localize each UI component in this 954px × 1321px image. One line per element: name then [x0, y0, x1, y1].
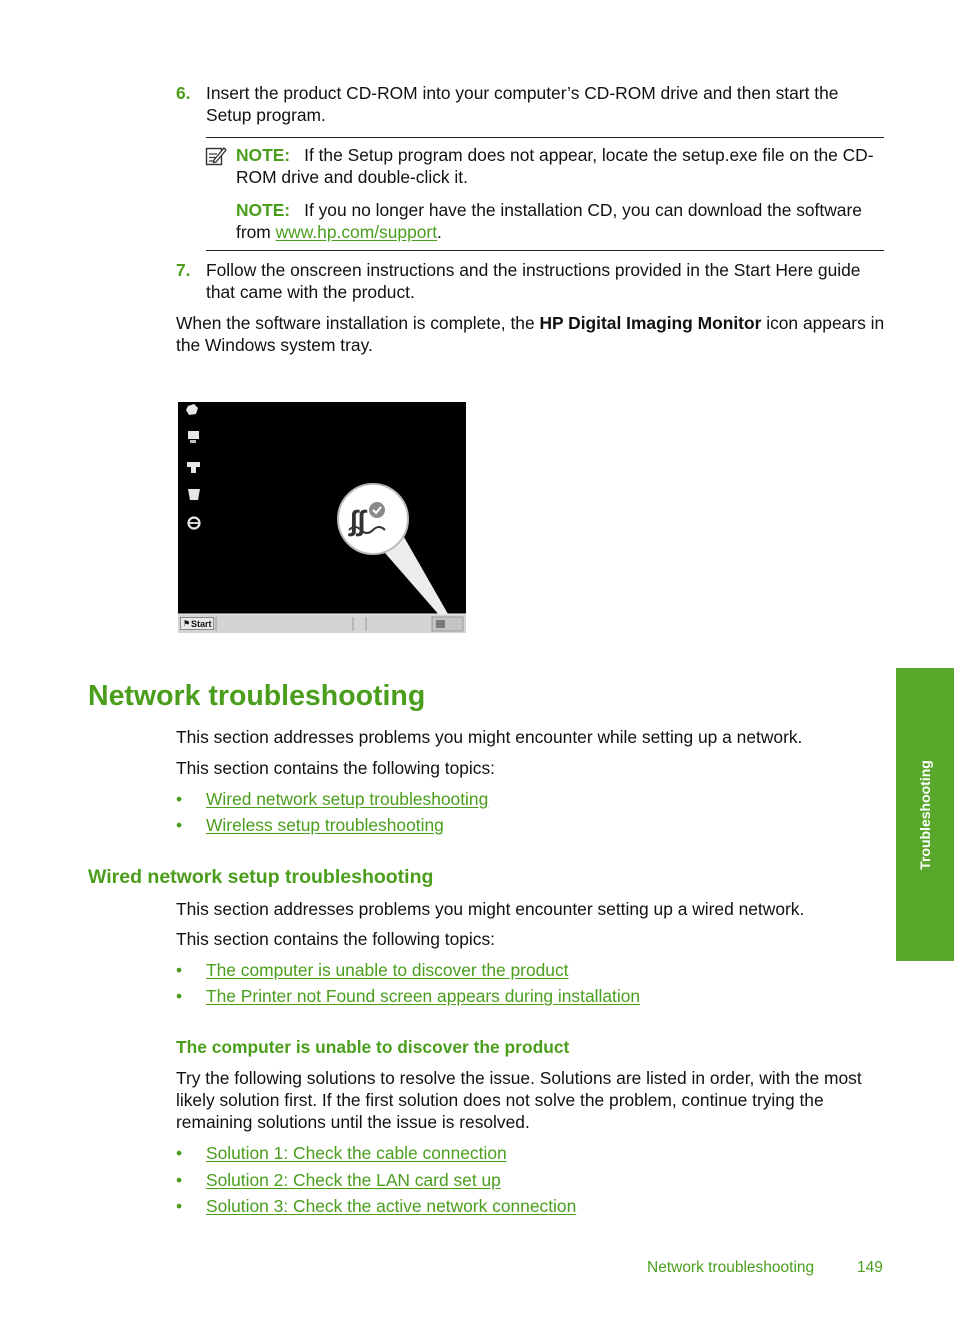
subsection-topics-intro: This section contains the following topics: — [176, 929, 495, 949]
bullet: • — [176, 1170, 183, 1190]
hp-support-link[interactable]: www.hp.com/support — [275, 222, 438, 242]
note-top-rule — [206, 137, 884, 138]
subsection-intro: This section addresses problems you might encounter setting up a wired network. — [176, 899, 805, 919]
desktop-icon — [189, 518, 200, 529]
note-2-period: . — [437, 222, 442, 242]
note-label: NOTE: — [236, 145, 291, 165]
svg-text:∫∫: ∫∫ — [350, 505, 366, 536]
footer-section: Network troubleshooting — [647, 1259, 815, 1276]
bullet: • — [176, 1196, 183, 1216]
printer-not-found-link[interactable]: The Printer not Found screen appears during installation — [206, 986, 641, 1006]
topic-title: The computer is unable to discover the product — [176, 1037, 570, 1057]
unable-discover-link[interactable]: The computer is unable to discover the product — [206, 960, 569, 980]
bullet: • — [176, 815, 183, 835]
step-number: 6. — [176, 83, 191, 103]
hp-digital-imaging-monitor-name: HP Digital Imaging Monitor — [539, 313, 762, 333]
bullet: • — [176, 789, 183, 809]
section-topics-intro: This section contains the following topics: — [176, 758, 495, 778]
completion-text-end: icon appears in the Windows system tray. — [176, 313, 885, 355]
bullet: • — [176, 986, 183, 1006]
bullet: • — [176, 960, 183, 980]
start-label: Start — [191, 619, 212, 629]
section-intro: This section addresses problems you might encounter while setting up a network. — [176, 727, 803, 747]
section-title: Network troubleshooting — [88, 680, 426, 712]
note-bottom-rule — [206, 250, 884, 251]
desktop-screenshot — [178, 402, 466, 633]
desktop-icon — [187, 462, 200, 473]
note-1 — [236, 144, 886, 188]
step-number: 7. — [176, 260, 191, 280]
note-1-text: If the Setup program does not appear, locate the setup.exe file on the CD-ROM drive and double-click it. — [236, 145, 874, 187]
desktop-icon — [186, 404, 198, 415]
desktop-icon — [188, 431, 199, 443]
subsection-title: Wired network setup troubleshooting — [88, 866, 434, 888]
solution-1-link[interactable]: Solution 1: Check the cable connection — [206, 1143, 507, 1163]
wired-network-link[interactable]: Wired network setup troubleshooting — [206, 789, 489, 809]
start-button[interactable] — [180, 617, 214, 630]
wireless-setup-link[interactable]: Wireless setup troubleshooting — [206, 815, 444, 835]
topic-intro: Try the following solutions to resolve the issue. Solutions are listed in order, with the most likely solution first. If the first solution does not solve the problem, continue trying the remaining solutions until the issue is resolved. — [176, 1068, 862, 1132]
tray-icon — [436, 620, 445, 628]
solution-3-link[interactable]: Solution 3: Check the active network connection — [206, 1196, 577, 1216]
page-number: 149 — [857, 1259, 883, 1276]
desktop-icon — [188, 489, 200, 500]
step-text: Follow the onscreen instructions and the instructions provided in the Start Here guide that came with the product. — [206, 260, 861, 302]
bullet: • — [176, 1143, 183, 1163]
note-2 — [236, 199, 886, 243]
side-tab — [896, 668, 954, 961]
note-2-text: If you no longer have the installation CD, you can download the software from — [236, 200, 862, 242]
windows-flag-icon: ⚑ — [183, 619, 191, 628]
note-label: NOTE: — [236, 200, 291, 220]
side-tab-label: Troubleshooting — [917, 759, 933, 870]
completion-text: When the software installation is complete, the — [176, 313, 540, 333]
note-icon — [205, 145, 227, 167]
solution-2-link[interactable]: Solution 2: Check the LAN card set up — [206, 1170, 501, 1190]
completion-paragraph — [176, 312, 886, 356]
step-text: Insert the product CD-ROM into your computer’s CD-ROM drive and then start the Setup program. — [206, 83, 839, 125]
